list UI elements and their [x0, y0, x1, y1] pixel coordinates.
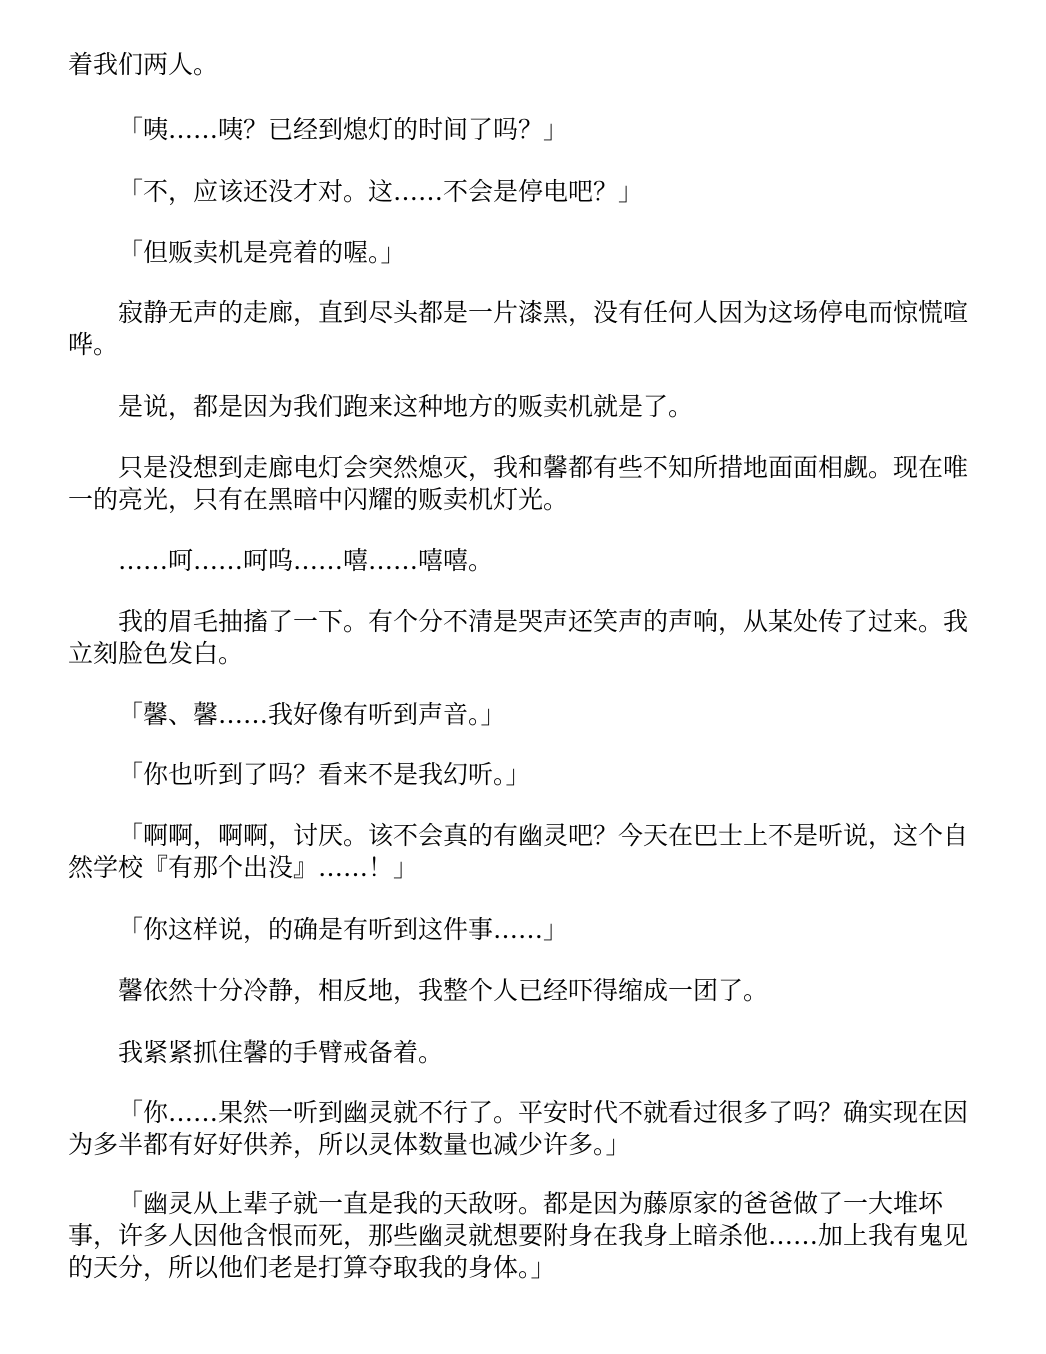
paragraph-dialogue: 「但贩卖机是亮着的喔。」: [118, 238, 406, 267]
paragraph-dialogue: 「咦……咦？已经到熄灯的时间了吗？」: [118, 115, 569, 144]
paragraph-dialogue: 「不，应该还没才对。这……不会是停电吧？」: [118, 177, 644, 206]
paragraph-narration: 我的眉毛抽搐了一下。有个分不清是哭声还笑声的声响，从某处传了过来。我立刻脸色发白。: [68, 607, 969, 668]
paragraph-narration: 馨依然十分冷静，相反地，我整个人已经吓得缩成一团了。: [118, 976, 769, 1005]
paragraph-dialogue: 「你……果然一听到幽灵就不行了。平安时代不就看过很多了吗？确实现在因为多半都有好好供养，所以灵体数量也减少许多。」: [68, 1098, 969, 1159]
paragraph-narration: 我紧紧抓住馨的手臂戒备着。: [118, 1038, 444, 1067]
paragraph-narration: ……呵……呵呜……嘻……嘻嘻。: [118, 546, 494, 575]
paragraph-dialogue: 「你也听到了吗？看来不是我幻听。」: [118, 760, 531, 789]
paragraph-dialogue: 「馨、馨……我好像有听到声音。」: [118, 700, 506, 729]
paragraph-continuation: 着我们两人。: [68, 50, 219, 79]
paragraph-dialogue: 「啊啊，啊啊，讨厌。该不会真的有幽灵吧？今天在巴士上不是听说，这个自然学校『有那个出没』……！」: [68, 821, 969, 882]
paragraph-dialogue: 「你这样说，的确是有听到这件事……」: [118, 915, 569, 944]
paragraph-dialogue: 「幽灵从上辈子就一直是我的天敌呀。都是因为藤原家的爸爸做了一大堆坏事，许多人因他含恨而死，那些幽灵就想要附身在我身上暗杀他……加上我有鬼见的天分，所以他们老是打算夺取我的身体。」: [68, 1189, 969, 1282]
paragraph-narration: 寂静无声的走廊，直到尽头都是一片漆黑，没有任何人因为这场停电而惊慌喧哗。: [68, 298, 969, 359]
paragraph-narration: 是说，都是因为我们跑来这种地方的贩卖机就是了。: [118, 392, 694, 421]
paragraph-narration: 只是没想到走廊电灯会突然熄灭，我和馨都有些不知所措地面面相觑。现在唯一的亮光，只有在黑暗中闪耀的贩卖机灯光。: [68, 453, 969, 514]
